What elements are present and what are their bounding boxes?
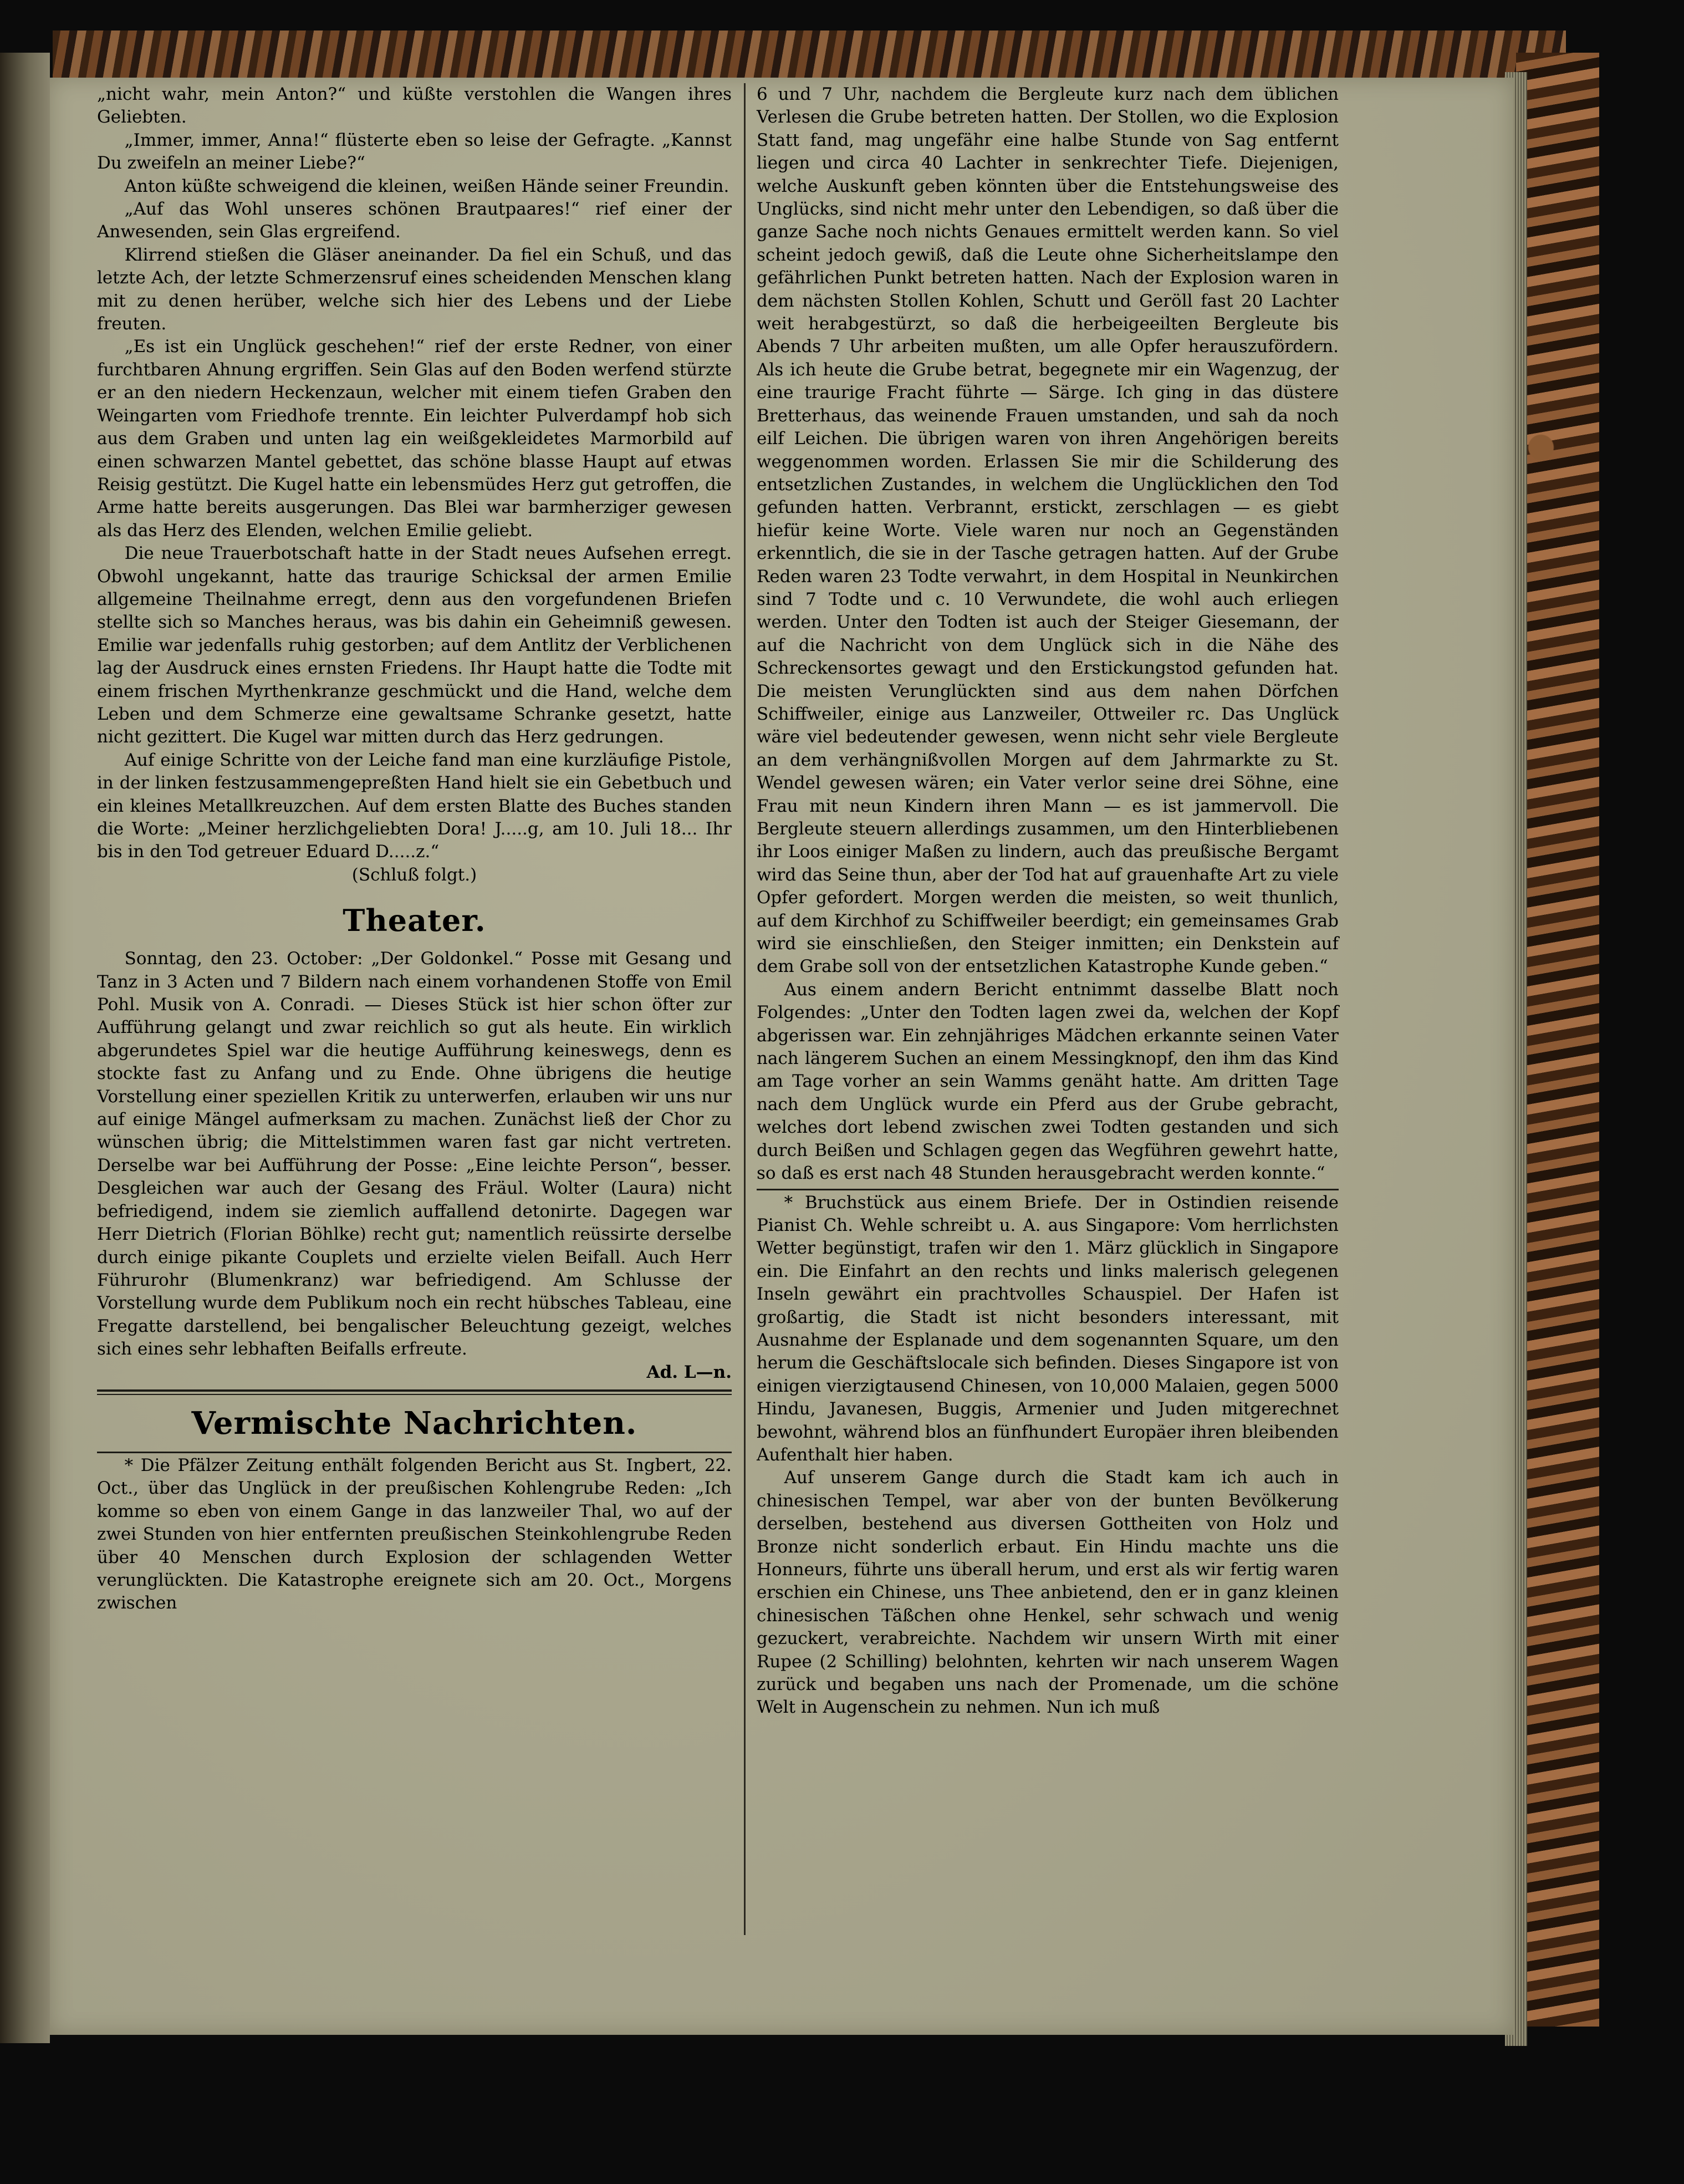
continuation-note: (Schluß folgt.): [351, 864, 477, 885]
marbled-binding-cover: [1516, 53, 1599, 2027]
news-paragraph: * Die Pfälzer Zeitung enthält folgenden Bericht aus St. Ingbert, 22. Oct., über das Unglück in der preußischen Kohlengrube Reden: „Ich komme so eben von einem Gange in das lanzweiler Thal, wo auf der zwei Stunden von hier entfernten preußischen Steinkohlengrube Reden über 40 Menschen durch Explosion der schlagenden Wetter verunglückten. Die Katastrophe ereignete sich am 20. Oct., Morgens zwischen: [97, 1455, 732, 1613]
column-divider: [744, 83, 746, 1935]
article-rule: [757, 1189, 1339, 1190]
mine-report-paragraph: 6 und 7 Uhr, nachdem die Bergleute kurz nach dem üblichen Verlesen die Grube betreten hatten. Der Stollen, wo die Explosion Statt fand, mag ungefähr eine halbe Stunde von Sag entfernt liegen und circa 40 Lachter in senkrechter Tiefe. Diejenigen, welche Auskunft geben könnten über die Entstehungsweise des Unglücks, sind nicht mehr unter den Lebendigen, so daß über die ganze Sache noch nichts Genaues ermittelt werden kann. So viel scheint jedoch gewiß, daß die Leute ohne Sicherheitslampe den gefährlichen Punkt betreten hatten. Nach der Explosion waren in dem nächsten Stollen Kohlen, Schutt und Geröll fast 20 Lachter weit herabgestürzt, so daß die herbeigeeilten Bergleute bis Abends 7 Uhr arbeiten mußten, um alle Opfer herauszufördern. Als ich heute die Grube betrat, begegnete mir ein Wagenzug, der eine traurige Fracht führte — Särge. Ich ging in das düstere Bretterhaus, das weinende Frauen umstanden, und sah da noch eilf Leichen. Die übrigen waren von ihren Angehörigen bereits weggenommen worden. Erlassen Sie mir die Schilderung des entsetzlichen Zustandes, in welchem die Unglücklichen den Tod gefunden hatten. Verbrannt, erstickt, zerschlagen — es giebt hiefür keine Worte. Viele waren nur noch an Gegenständen erkenntlich, die sie in der Tasche getragen hatten. Auf der Grube Reden waren 23 Todte verwahrt, in dem Hospital in Neunkirchen sind 7 Todte und c. 10 Verwundete, die wohl auch erliegen werden. Unter den Todten ist auch der Steiger Giesemann, der auf die Nachricht von dem Unglück sich in die Nähe des Schreckensortes gewagt und den Erstickungstod gefunden hat. Die meisten Verunglückten sind aus dem nahen Dörfchen Schiffweiler, einige aus Lanzweiler, Ottweiler rc. Das Unglück wäre viel bedeutender gewesen, wenn nicht sehr viele Bergleute an dem verhängnißvollen Morgen auf dem Jahrmarkte zu St. Wendel gewesen wären; ein Vater verlor seine drei Söhne, eine Frau mit neun Kindern ihren Mann — es ist jammervoll. Die Bergleute steuern allerdings zusammen, um den Hinterbliebenen ihr Loos einiger Maßen zu lindern, auch das preußische Bergamt wird das Seine thun, aber der Tod hat auf grauenhafte Art zu viele Opfer gefordert. Morgen werden die meisten, so weit thunlich, auf dem Kirchhof zu Schiffweiler beerdigt; ein gemeinsames Grab wird sie einschließen, den Steiger inmitten; ein Denkstein auf dem Grabe soll von der entsetzlichen Katastrophe Kunde geben.“: [757, 84, 1339, 977]
right-column: [757, 83, 1339, 1719]
news-heading: Vermischte Nachrichten.: [191, 1404, 637, 1442]
left-page-edge: [0, 53, 50, 2043]
story-paragraph: Klirrend stießen die Gläser aneinander. Da fiel ein Schuß, und das letzte Ach, der letzte Schmerzensruf eines scheidenden Menschen klang mit zu denen herüber, welche sich hier des Lebens und der Liebe freuten.: [97, 245, 732, 334]
theater-heading: Theater.: [343, 903, 486, 939]
story-paragraph: „Es ist ein Unglück geschehen!“ rief der erste Redner, von einer furchtbaren Ahnung ergriffen. Sein Glas auf den Boden werfend stürzte er an den niedern Heckenzaun, welcher mit einem tiefen Graben den Weingarten vom Friedhofe trennte. Ein leichter Pulverdampf hob sich aus dem Graben und unten lag ein weißgekleidetes Marmorbild auf einen schwarzen Mantel gebettet, das schöne blasse Haupt auf etwas Reisig gestützt. Die Kugel hatte ein lebensmüdes Herz gut getroffen, die Arme hatte bereits ausgerungen. Das Blei war barmherziger gewesen als das Herz des Elenden, welchen Emilie geliebt.: [97, 337, 732, 541]
story-paragraph: Auf einige Schritte von der Leiche fand man eine kurzläufige Pistole, in der linken festzusammengepreßten Hand hielt sie ein Gebetbuch und ein kleines Metallkreuzchen. Auf dem ersten Blatte des Buches standen die Worte: „Meiner herzlichgeliebten Dora! J.....g, am 10. Juli 18... Ihr bis in den Tod getreuer Eduard D.....z.“: [97, 750, 732, 862]
left-column: [97, 83, 732, 1615]
letter-paragraph: Auf unserem Gange durch die Stadt kam ich auch in chinesischen Tempel, war aber von der bunten Bevölkerung derselben, bestehend aus diversen Gottheiten von Holz und Bronze nicht sonderlich erbaut. Ein Hindu machte uns die Honneurs, führte uns überall herum, und erst als wir fertig waren erschien ein Chinese, uns Thee anbietend, den er in ganz kleinen chinesischen Täßchen ohne Henkel, sehr schwach und wenig gezuckert, verabreichte. Nachdem wir unsern Wirth mit einer Rupee (2 Schilling) belohnten, kehrten wir nach unserem Wagen zurück und begaben uns nach der Promenade, um die schöne Welt in Augenschein zu nehmen. Nun ich muß: [757, 1468, 1339, 1718]
theater-review: Sonntag, den 23. October: „Der Goldonkel.“ Posse mit Gesang und Tanz in 3 Acten und 7 Bildern nach einem vorhandenen Stoffe von Emil Pohl. Musik von A. Conradi. — Dieses Stück ist hier schon öfter zur Aufführung gelangt und zwar reichlich so gut als heute. Ein wirklich abgerundetes Spiel war die heutige Aufführung keineswegs, denn es stockte fast zu Anfang und zu Ende. Ohne übrigens die heutige Vorstellung einer speziellen Kritik zu unterwerfen, erlauben wir uns nur auf einige Mängel aufmerksam zu machen. Zunächst ließ der Chor zu wünschen übrig; die Mittelstimmen waren fast gar nicht vertreten. Derselbe war bei Aufführung der Posse: „Eine leichte Person“, besser. Desgleichen war auch der Gesang des Fräul. Wolter (Laura) nicht befriedigend, indem sie ziemlich auffallend detonirte. Dagegen war Herr Dietrich (Florian Böhlke) recht gut; namentlich reüssirte derselbe durch einige pikante Couplets und erzielte vielen Beifall. Auch Herr Führurohr (Blumenkranz) war befriedigend. Am Schlusse der Vorstellung wurde dem Publikum noch ein recht hübsches Tableau, eine Fregatte darstellend, bei bengalischer Beleuchtung gezeigt, welches sich eines sehr lebhaften Beifalls erfreute.: [97, 949, 732, 1360]
story-paragraph: „Auf das Wohl unseres schönen Brautpaares!“ rief einer der Anwesenden, sein Glas ergreifend.: [97, 199, 732, 242]
story-paragraph: „nicht wahr, mein Anton?“ und küßte verstohlen die Wangen ihres Geliebten.: [97, 84, 732, 128]
heading-rule: [97, 1452, 732, 1453]
story-paragraph: „Immer, immer, Anna!“ flüsterte eben so leise der Gefragte. „Kannst Du zweifeln an meiner Liebe?“: [97, 130, 732, 174]
section-divider: [97, 1389, 732, 1394]
letter-paragraph: * Bruchstück aus einem Briefe. Der in Ostindien reisende Pianist Ch. Wehle schreibt u. A. aus Singapore: Vom herrlichsten Wetter begünstigt, trafen wir den 1. März glücklich in Singapore ein. Die Einfahrt an den rechts und links malerisch gelegenen Inseln gewährt ein prachtvolles Schauspiel. Der Hafen ist großartig, die Stadt ist nicht besonders interessant, mit Ausnahme der Esplanade und dem sogenannten Square, um den herum die Geschäftslocale sich befinden. Dieses Singapore ist von einigen vierzigtausend Chinesen, von 10,000 Malaien, gegen 5000 Hindu, Javanesen, Buggis, Armenier und Juden mitgerechnet bewohnt, während blos an fünfhundert Europäer ihren bleibenden Aufenthalt hier haben.: [757, 1192, 1339, 1465]
binding-board-top: [53, 30, 1566, 80]
theater-signature: Ad. L—n.: [646, 1362, 732, 1382]
story-paragraph: Anton küßte schweigend die kleinen, weißen Hände seiner Freundin.: [124, 176, 729, 196]
story-paragraph: Die neue Trauerbotschaft hatte in der Stadt neues Aufsehen erregt. Obwohl ungekannt, hatte das traurige Schicksal der armen Emilie allgemeine Theilnahme erregt, denn aus den vorgefundenen Briefen stellte sich so Manches heraus, was bis dahin ein Geheimniß gewesen. Emilie war jedenfalls ruhig gestorben; auf dem Antlitz der Verblichenen lag der Ausdruck eines ernsten Friedens. Ihr Haupt hatte die Todte mit einem frischen Myrthenkranze geschmückt und die Hand, welche dem Leben und dem Schmerze eine gewaltsame Schranke gesetzt, hatte nicht gezittert. Die Kugel war mitten durch das Herz gedrungen.: [97, 543, 732, 747]
mine-report-paragraph: Aus einem andern Bericht entnimmt dasselbe Blatt noch Folgendes: „Unter den Todten lagen zwei da, welchen der Kopf abgerissen war. Ein zehnjähriges Mädchen erkannte seinen Vater nach längerem Suchen an einem Messingknopf, den ihm das Kind am Tage vorher an sein Wamms genäht hatte. Am dritten Tage nach dem Unglück wurde ein Pferd aus der Grube gebracht, welches dort lebend zwischen zwei Todten gestanden und sich durch Beißen und Schlagen gegen das Wegführen gewehrt hatte, so daß es erst nach 48 Stunden herausgebracht werden konnte.“: [757, 979, 1339, 1184]
